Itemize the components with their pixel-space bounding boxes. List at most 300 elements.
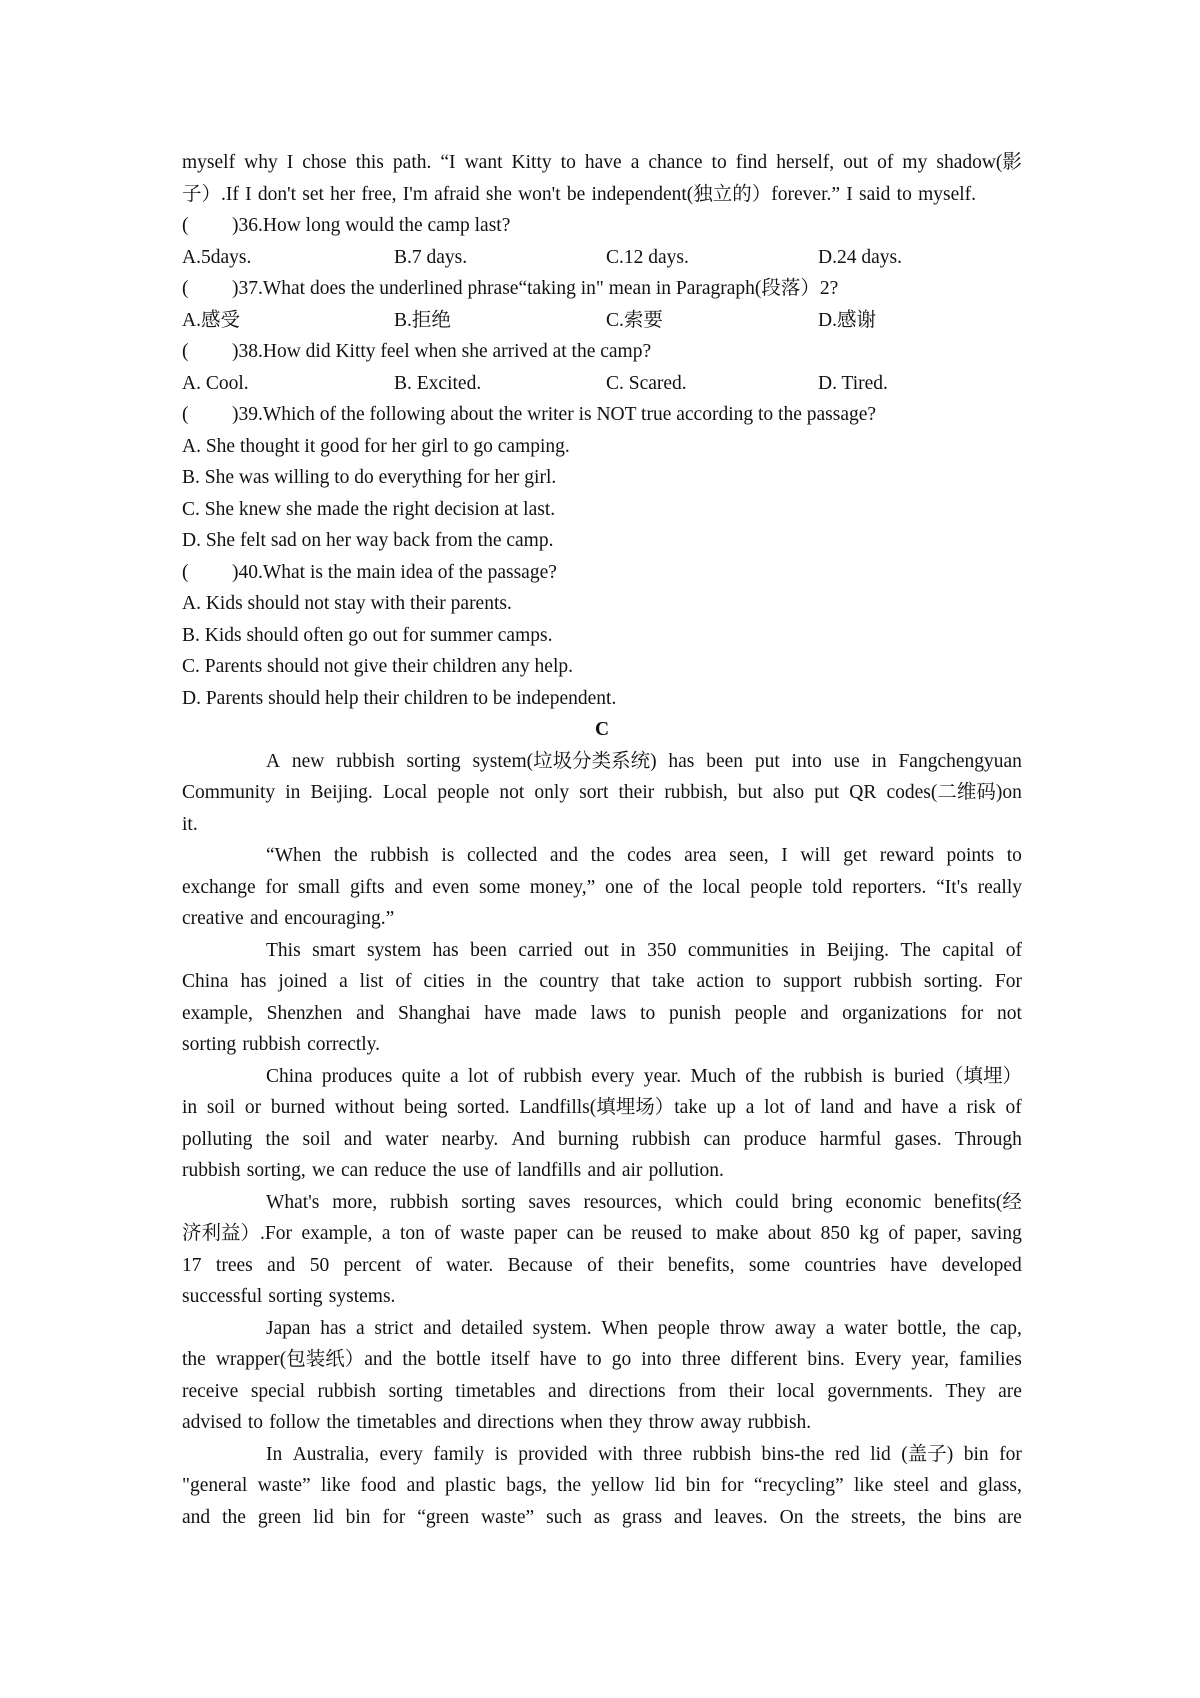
paragraph-line <box>182 1502 1022 1534</box>
word: produces <box>321 1065 393 1087</box>
word: the <box>265 1128 290 1150</box>
word: Community <box>182 782 276 803</box>
word: into <box>791 750 822 772</box>
option-a: A. Kids should not stay with their parents. <box>182 593 512 614</box>
option-c: C.索要 <box>606 309 663 331</box>
word: go <box>611 1349 632 1370</box>
word: system <box>366 939 422 961</box>
word: risk <box>966 1097 996 1118</box>
word: of <box>497 1065 515 1087</box>
paragraph-line <box>182 1187 1022 1219</box>
word: not <box>997 1002 1022 1024</box>
word: Because <box>507 1254 573 1276</box>
word: family <box>433 1443 485 1465</box>
word: Japan <box>266 1317 311 1339</box>
word: for <box>720 1475 744 1496</box>
word: year, <box>911 1349 950 1370</box>
word: gases. <box>894 1128 942 1150</box>
word: a <box>825 1317 835 1339</box>
word: steel <box>893 1475 930 1496</box>
word: buried（填埋） <box>894 1065 1022 1087</box>
word: chance <box>648 152 703 173</box>
word: ton <box>399 1223 425 1244</box>
word: to <box>756 971 772 992</box>
option-b: B. She was willing to do everything for her girl. <box>182 467 557 488</box>
word: They <box>945 1380 986 1402</box>
word: yellow <box>591 1475 645 1496</box>
word: successful <box>182 1286 263 1307</box>
word: from <box>678 1380 717 1402</box>
word: Fangchengyuan <box>898 750 1022 772</box>
word: the <box>557 1475 581 1496</box>
word: bin <box>963 1443 989 1465</box>
word: I <box>245 183 252 205</box>
word: make <box>716 1223 759 1244</box>
word: she <box>485 183 512 205</box>
word: governments. <box>827 1380 933 1402</box>
word: and <box>549 845 579 866</box>
word: use <box>833 750 860 772</box>
paragraph-3 <box>182 935 1022 1061</box>
word: people <box>657 1317 710 1339</box>
word: put <box>754 750 780 772</box>
word: lid <box>313 1506 334 1528</box>
word: in <box>800 939 816 961</box>
word: only <box>534 782 570 803</box>
word: polluting <box>182 1128 253 1150</box>
word: example, <box>301 1223 373 1244</box>
word: has <box>432 939 459 961</box>
word: nearby. <box>441 1128 499 1150</box>
word: it. <box>182 813 198 835</box>
word: a <box>745 1097 755 1118</box>
word: special <box>250 1380 305 1402</box>
word: people <box>437 782 490 803</box>
word: rubbish <box>853 971 912 992</box>
word: For <box>994 971 1022 992</box>
word: codes <box>627 845 672 866</box>
paragraph-line <box>182 1250 1022 1282</box>
word: carried <box>518 939 573 961</box>
word: is <box>871 1065 885 1087</box>
word: Shenzhen <box>266 1002 343 1024</box>
word: burned <box>270 1097 325 1118</box>
word: glass, <box>978 1475 1022 1496</box>
question-40 <box>182 557 1022 589</box>
word: being <box>404 1097 448 1118</box>
word: of <box>745 1065 762 1087</box>
word: said <box>859 183 891 205</box>
word: paper, <box>914 1223 962 1244</box>
paragraph-line <box>182 1470 1022 1502</box>
word: points <box>946 845 995 866</box>
word: lot <box>467 1065 489 1087</box>
word: the <box>326 1412 351 1433</box>
word: path. <box>392 152 432 173</box>
word: “I <box>440 152 456 173</box>
word: plastic <box>445 1475 496 1496</box>
word: QR <box>849 782 877 803</box>
word: economic <box>845 1191 922 1213</box>
word: won't <box>518 183 561 205</box>
word: reward <box>879 845 934 866</box>
word: “When <box>266 845 322 866</box>
word: has <box>668 750 695 772</box>
word: in <box>285 782 301 803</box>
word: but <box>737 782 763 803</box>
word: kg <box>859 1223 879 1244</box>
word: water <box>385 1128 429 1150</box>
paragraph-2 <box>182 840 1022 935</box>
word: to <box>711 152 727 173</box>
word: like <box>853 1475 884 1496</box>
option-d: D. Parents should help their children to be independent. <box>182 687 617 709</box>
option-c: C.12 days. <box>606 246 689 268</box>
word: harmful <box>819 1128 882 1150</box>
word: rubbish <box>631 1128 691 1150</box>
paragraph-line <box>182 1029 1022 1061</box>
word: saving <box>970 1223 1022 1244</box>
option-a: A.5days. <box>182 246 252 268</box>
word: for <box>960 1002 984 1024</box>
word: reused <box>631 1223 683 1244</box>
word: percent <box>343 1254 402 1276</box>
paragraph-line <box>182 1092 1022 1124</box>
paragraph-5 <box>182 1187 1022 1313</box>
word: Landfills(填埋场）take <box>519 1097 707 1118</box>
word: is <box>441 845 455 866</box>
word: leaves. <box>714 1506 768 1528</box>
word: follow <box>269 1412 321 1433</box>
word: creative <box>182 908 244 929</box>
word: and <box>249 908 279 929</box>
word: not <box>499 782 525 803</box>
word: codes(二维码)on <box>886 782 1022 803</box>
word: and <box>423 1317 452 1339</box>
answer-bracket: ( <box>182 561 189 583</box>
word: a <box>381 1223 391 1244</box>
word: exchange <box>182 876 256 898</box>
word: and <box>356 1002 385 1024</box>
word: On <box>779 1506 804 1528</box>
word: year. <box>643 1065 682 1087</box>
word: and <box>800 1002 829 1024</box>
word: punish <box>668 1002 721 1024</box>
word: a <box>339 971 348 992</box>
word: put <box>814 782 840 803</box>
word: itself <box>490 1349 530 1370</box>
word: reduce <box>374 1160 427 1181</box>
word: 350 <box>647 939 677 961</box>
word: small <box>297 876 341 898</box>
paragraph-line <box>182 935 1022 967</box>
word: that <box>610 971 641 992</box>
word: a <box>355 1317 365 1339</box>
word: been <box>706 750 744 772</box>
word: of <box>642 876 660 898</box>
word: away <box>700 1412 742 1433</box>
word: What's <box>266 1191 320 1213</box>
word: their <box>617 1254 654 1276</box>
paragraph-7 <box>182 1439 1022 1534</box>
word: Beijing. <box>826 939 889 961</box>
word: 50 <box>309 1254 330 1276</box>
word: every <box>379 1443 423 1465</box>
word: chose <box>302 152 347 173</box>
paragraph-line <box>182 966 1022 998</box>
option-a: A. She thought it good for her girl to go camping. <box>182 435 570 457</box>
word: and <box>939 1475 968 1496</box>
word: resources, <box>583 1191 662 1213</box>
word: landfills <box>517 1160 582 1181</box>
word: such <box>546 1506 582 1528</box>
word: herself, <box>776 152 835 173</box>
word: to <box>586 1349 602 1370</box>
word: different <box>730 1349 798 1370</box>
word: sorting <box>406 750 461 772</box>
word: get <box>843 845 868 866</box>
word: some <box>478 876 521 898</box>
word: when <box>560 1412 603 1433</box>
word: shadow(影 <box>936 152 1022 173</box>
word: systems. <box>328 1286 396 1307</box>
word: developed <box>941 1254 1022 1276</box>
word: to <box>1006 845 1022 866</box>
word: myself <box>182 152 236 173</box>
word: A <box>266 750 281 772</box>
question-38-options <box>182 368 1022 400</box>
word: local <box>702 876 741 898</box>
option-b: B.拒绝 <box>394 309 451 331</box>
word: don't <box>257 183 297 205</box>
word: could <box>735 1191 779 1213</box>
word: communities <box>687 939 789 961</box>
word: of <box>415 1254 432 1276</box>
word: families <box>959 1349 1022 1370</box>
word: water. <box>446 1254 494 1276</box>
word: capital <box>942 939 995 961</box>
word: local <box>776 1380 815 1402</box>
word: water <box>844 1317 888 1339</box>
word: her <box>330 183 356 205</box>
word: have <box>584 152 622 173</box>
word: streets, <box>851 1506 906 1528</box>
word: and <box>548 1380 577 1402</box>
option-c: C. Parents should not give their children any help. <box>182 656 574 677</box>
word: country <box>539 971 599 992</box>
word: in <box>620 939 636 961</box>
word: the <box>402 1349 427 1370</box>
word: they <box>608 1412 643 1433</box>
word: rubbish <box>336 750 395 772</box>
word: out <box>584 939 609 961</box>
word: seen, <box>729 845 769 866</box>
word: bins. <box>807 1349 845 1370</box>
word: be <box>566 183 586 205</box>
answer-bracket: ( <box>182 404 189 425</box>
word: advised <box>182 1412 242 1433</box>
word: of <box>587 1254 604 1276</box>
option-d: D.24 days. <box>818 246 902 268</box>
word: rubbish <box>370 845 429 866</box>
word: bins <box>953 1506 987 1528</box>
word: When <box>601 1317 649 1339</box>
paragraph-4 <box>182 1061 1022 1187</box>
word: a <box>630 152 640 173</box>
word: benefits(经 <box>934 1191 1022 1213</box>
word: take <box>652 971 685 992</box>
word: is <box>494 1443 508 1465</box>
word: of <box>494 1160 512 1181</box>
word: organizations <box>842 1002 947 1024</box>
word: the <box>770 1065 795 1087</box>
word: saves <box>528 1191 571 1213</box>
word: want <box>464 152 503 173</box>
word: rubbish <box>182 1160 241 1181</box>
paragraph-line <box>182 1439 1022 1471</box>
word: three <box>643 1443 683 1465</box>
word: we <box>312 1160 335 1181</box>
word: action <box>696 971 745 992</box>
paragraph-line <box>182 1155 1022 1187</box>
word: This <box>266 939 301 961</box>
word: gifts <box>349 876 385 898</box>
word: and <box>343 1128 372 1150</box>
paragraph-line <box>182 1313 1022 1345</box>
word: of <box>1005 939 1022 961</box>
word: waste” <box>257 1475 311 1496</box>
word: made <box>534 1002 577 1024</box>
word: of <box>794 1097 811 1118</box>
word: lot <box>764 1097 785 1118</box>
word: bins-the <box>761 1443 825 1465</box>
word: for <box>265 876 289 898</box>
word: sorted. <box>457 1097 510 1118</box>
word: Local <box>382 782 428 803</box>
question-36 <box>182 210 1022 242</box>
word: support <box>783 971 842 992</box>
answer-bracket: ( <box>182 215 189 236</box>
paragraph-line <box>182 1061 1022 1093</box>
word: The <box>900 939 931 961</box>
word: quite <box>401 1065 441 1087</box>
word: receive <box>182 1380 239 1402</box>
word: been <box>470 939 507 961</box>
word: bin <box>345 1506 371 1528</box>
word: the <box>432 1160 457 1181</box>
word: one <box>605 876 634 898</box>
option-b: B. Kids should often go out for summer camps. <box>182 624 553 646</box>
word: throw <box>719 1317 766 1339</box>
word: for <box>382 1506 406 1528</box>
word: rubbish <box>692 1443 752 1465</box>
word: as <box>593 1506 611 1528</box>
answer-bracket: ( <box>182 278 189 299</box>
word: I'm <box>402 183 428 205</box>
word: find <box>735 152 768 173</box>
word: of <box>1005 1097 1022 1118</box>
word: wrapper(包装纸）and <box>215 1349 393 1370</box>
word: throw <box>648 1412 695 1433</box>
word: “recycling” <box>753 1475 844 1496</box>
word: directions <box>588 1380 666 1402</box>
word: the <box>956 1317 981 1339</box>
word: countries <box>804 1254 876 1276</box>
document-content <box>182 147 1022 1533</box>
question-39 <box>182 399 1022 431</box>
word: Kitty <box>511 152 552 173</box>
word: about <box>767 1223 812 1244</box>
word: bin <box>685 1475 711 1496</box>
paragraph-line <box>182 809 1022 841</box>
word: out <box>843 152 869 173</box>
word: set <box>302 183 324 205</box>
word: every <box>591 1065 635 1087</box>
option-d: D. She felt sad on her way back from the camp. <box>182 530 554 551</box>
word: sorting. <box>923 971 983 992</box>
word: to <box>896 183 912 205</box>
word: the <box>815 1506 840 1528</box>
word: and <box>182 1506 211 1528</box>
word: laws <box>590 1002 627 1024</box>
word: provided <box>518 1443 588 1465</box>
word: have <box>901 1097 939 1118</box>
word: has <box>320 1317 347 1339</box>
word: the <box>503 971 528 992</box>
word: rubbish, <box>664 782 728 803</box>
word: away <box>774 1317 816 1339</box>
word: more, <box>332 1191 378 1213</box>
word: pollution. <box>648 1160 724 1181</box>
word: Through <box>954 1128 1022 1150</box>
word: have <box>539 1349 577 1370</box>
word: I <box>781 845 788 866</box>
word: sorting <box>268 1286 323 1307</box>
word: rubbish <box>389 1191 449 1213</box>
word: in <box>476 971 492 992</box>
paragraph-line <box>182 872 1022 904</box>
word: up <box>716 1097 736 1118</box>
word: bring <box>791 1191 833 1213</box>
word: even <box>432 876 470 898</box>
question-36-options <box>182 242 1022 274</box>
word: timetables <box>455 1380 536 1402</box>
word: their <box>728 1380 765 1402</box>
paragraph-line <box>182 1218 1022 1250</box>
word: can <box>566 1223 594 1244</box>
word: free, <box>361 183 397 205</box>
word: rubbish <box>317 1380 377 1402</box>
word: are <box>998 1506 1022 1528</box>
paragraph-line <box>182 1124 1022 1156</box>
word: waste” <box>481 1506 535 1528</box>
word: lid <box>870 1443 891 1465</box>
word: of <box>395 971 412 992</box>
word: without <box>334 1097 395 1118</box>
word: why <box>244 152 278 173</box>
word: "general <box>182 1475 248 1496</box>
word: to <box>247 1412 263 1433</box>
word: like <box>321 1475 351 1496</box>
question-stem: )38.How did Kitty feel when she arrived at the camp? <box>232 341 652 362</box>
word: told <box>812 876 843 898</box>
word: 子）.If <box>182 183 239 205</box>
word: China <box>182 971 229 992</box>
word: 850 <box>820 1223 850 1244</box>
word: In <box>266 1443 283 1465</box>
word: new <box>291 750 325 772</box>
option-b: B.7 days. <box>394 246 468 268</box>
